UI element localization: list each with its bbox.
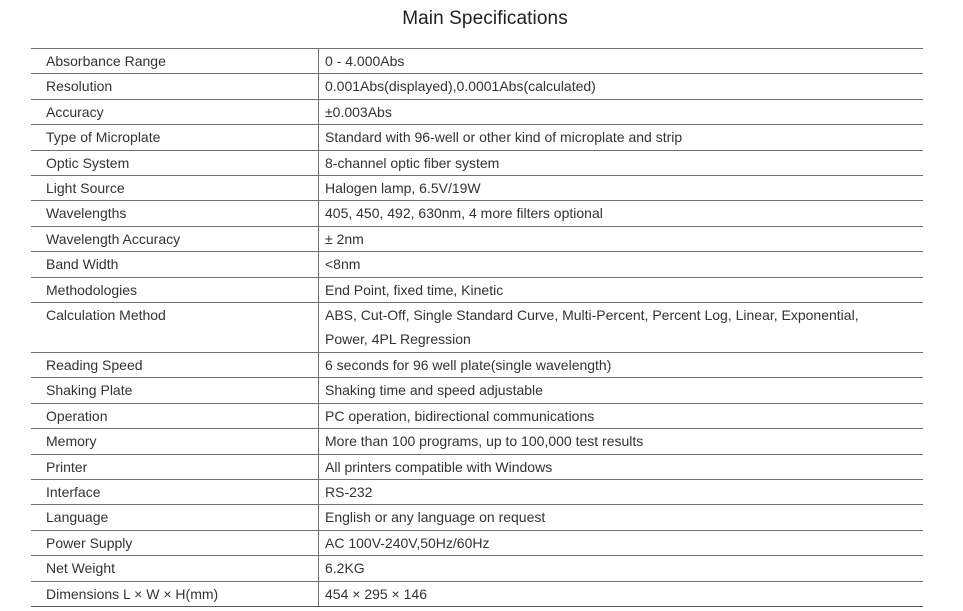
table-row — [31, 303, 923, 353]
table-row — [31, 556, 923, 581]
param-value-line-2: Power, 4PL Regression — [325, 331, 471, 348]
param-value: Standard with 96-well or other kind of microplate and strip — [319, 125, 924, 150]
table-row — [31, 99, 923, 124]
table-row — [31, 479, 923, 504]
param-value: 6 seconds for 96 well plate(single wavelength) — [319, 352, 924, 377]
param-value: 8-channel optic fiber system — [319, 150, 924, 175]
param-value: 6.2KG — [319, 556, 924, 581]
param-name: Dimensions L × W × H(mm) — [31, 581, 319, 606]
param-name: Accuracy — [31, 99, 319, 124]
table-row — [31, 403, 923, 428]
param-name: Power Supply — [31, 530, 319, 555]
param-value: PC operation, bidirectional communications — [319, 403, 924, 428]
param-name: Band Width — [31, 252, 319, 277]
param-value: Halogen lamp, 6.5V/19W — [319, 176, 924, 201]
param-value: AC 100V-240V,50Hz/60Hz — [319, 530, 924, 555]
param-value: <8nm — [319, 252, 924, 277]
param-name: Absorbance Range — [31, 49, 319, 74]
page-title: Main Specifications — [402, 8, 568, 29]
param-value: ±0.003Abs — [319, 99, 924, 124]
specifications-table — [31, 48, 923, 607]
table-row — [31, 150, 923, 175]
param-value: 454 × 295 × 146 — [319, 581, 924, 606]
table-row — [31, 352, 923, 377]
param-name: Wavelengths — [31, 201, 319, 226]
table-row — [31, 277, 923, 302]
param-name: Resolution — [31, 74, 319, 99]
table-row — [31, 201, 923, 226]
param-name: Language — [31, 505, 319, 530]
param-value: End Point, fixed time, Kinetic — [319, 277, 924, 302]
param-value: RS-232 — [319, 479, 924, 504]
param-name: Printer — [31, 454, 319, 479]
param-value: 405, 450, 492, 630nm, 4 more filters optional — [319, 201, 924, 226]
table-row — [31, 530, 923, 555]
param-value — [319, 303, 924, 353]
param-value: English or any language on request — [319, 505, 924, 530]
table-row — [31, 49, 923, 74]
param-name: Type of Microplate — [31, 125, 319, 150]
param-name: Optic System — [31, 150, 319, 175]
param-value: 0 - 4.000Abs — [319, 49, 924, 74]
param-value: 0.001Abs(displayed),0.0001Abs(calculated) — [319, 74, 924, 99]
table-row — [31, 176, 923, 201]
table-row — [31, 581, 923, 606]
table-row — [31, 378, 923, 403]
table-row — [31, 505, 923, 530]
param-name: Methodologies — [31, 277, 319, 302]
param-name: Memory — [31, 429, 319, 454]
table-row — [31, 429, 923, 454]
table-row — [31, 74, 923, 99]
param-value: More than 100 programs, up to 100,000 test results — [319, 429, 924, 454]
param-name: Light Source — [31, 176, 319, 201]
param-name: Shaking Plate — [31, 378, 319, 403]
param-value: All printers compatible with Windows — [319, 454, 924, 479]
param-name: Net Weight — [31, 556, 319, 581]
param-name: Interface — [31, 479, 319, 504]
param-value: Shaking time and speed adjustable — [319, 378, 924, 403]
table-row — [31, 454, 923, 479]
param-name: Calculation Method — [31, 303, 319, 353]
table-row — [31, 252, 923, 277]
param-name: Operation — [31, 403, 319, 428]
param-value: ± 2nm — [319, 226, 924, 251]
param-name: Wavelength Accuracy — [31, 226, 319, 251]
param-value-line-1: ABS, Cut-Off, Single Standard Curve, Multi-Percent, Percent Log, Linear, Exponential, — [325, 307, 859, 324]
table-row — [31, 125, 923, 150]
table-row — [31, 226, 923, 251]
param-name: Reading Speed — [31, 352, 319, 377]
